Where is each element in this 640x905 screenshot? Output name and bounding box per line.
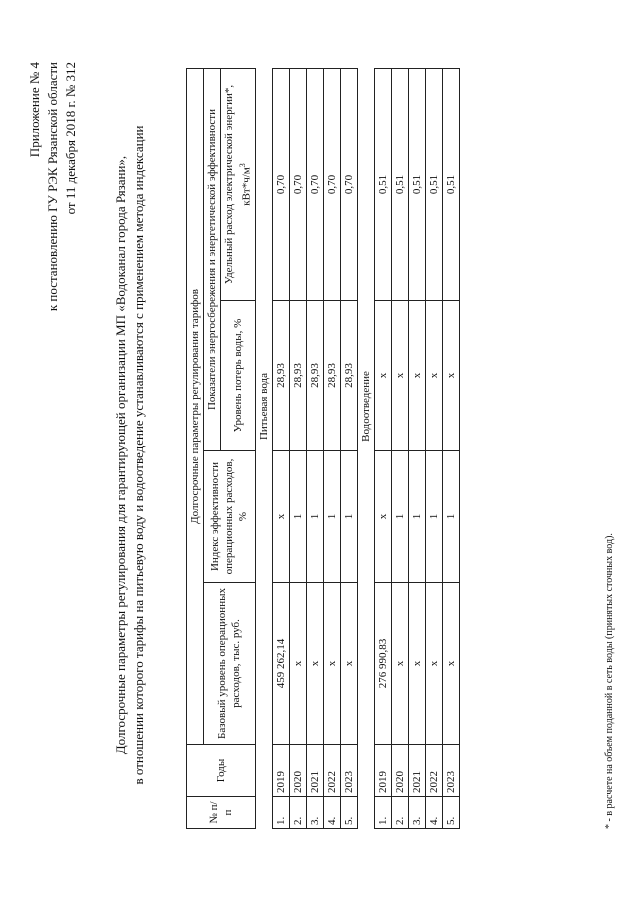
cell-number: 3. [408, 797, 425, 829]
cell-specific-consumption: 0,51 [425, 69, 442, 301]
footnote: * - в расчете на объем поданной в сеть воды (принятых сточных вод). [604, 533, 615, 829]
header-group: Долгосрочные параметры регулирования тарифов [187, 69, 204, 745]
cell-specific-consumption: 0,70 [306, 69, 323, 301]
table-row [340, 69, 357, 829]
cell-water-losses: 28,93 [306, 301, 323, 451]
table-row [408, 69, 425, 829]
header-year: Годы [187, 745, 256, 797]
heading-line-2: в отношении которого тарифы на питьевую воду и водоотведение устанавливаются с применением метода индексации [131, 125, 146, 785]
header-efficiency-index: Индекс эффективности операционных расходов, % [204, 451, 256, 583]
section-spacer [255, 745, 272, 829]
cell-base-level: x [340, 583, 357, 745]
cell-base-level: x [425, 583, 442, 745]
cell-water-losses: 28,93 [323, 301, 340, 451]
header-number: № п/п [187, 797, 256, 829]
section-spacer [357, 745, 374, 829]
appendix-resolution: к постановлению ГУ РЭК Рязанской области [45, 62, 60, 312]
cell-efficiency-index: 1 [340, 451, 357, 583]
cell-base-level: x [289, 583, 306, 745]
header-specific-consumption: Удельный расход электрической энергии*, $кВт*ч/м^3$ [221, 69, 256, 301]
cell-year: 2020 [391, 745, 408, 797]
cell-efficiency-index: 1 [289, 451, 306, 583]
cell-number: 5. [340, 797, 357, 829]
cell-efficiency-index: 1 [306, 451, 323, 583]
cell-water-losses: x [408, 301, 425, 451]
cell-base-level: x [408, 583, 425, 745]
cell-water-losses: 28,93 [289, 301, 306, 451]
cell-year: 2021 [306, 745, 323, 797]
cell-year: 2022 [425, 745, 442, 797]
table-row [374, 69, 391, 829]
cell-base-level: x [442, 583, 459, 745]
table-row [323, 69, 340, 829]
cell-water-losses: 28,93 [340, 301, 357, 451]
cell-specific-consumption: 0,70 [272, 69, 289, 301]
cell-water-losses: x [442, 301, 459, 451]
table-row [425, 69, 442, 829]
cell-specific-consumption: 0,70 [323, 69, 340, 301]
section-row [357, 69, 374, 829]
table-row [391, 69, 408, 829]
cell-year: 2021 [408, 745, 425, 797]
cell-year: 2023 [442, 745, 459, 797]
cell-base-level: 459 262,14 [272, 583, 289, 745]
section-title: Питьевая вода [255, 69, 272, 745]
cell-specific-consumption: 0,70 [289, 69, 306, 301]
parameters-table [186, 68, 460, 829]
cell-year: 2020 [289, 745, 306, 797]
section-title: Водоотведение [357, 69, 374, 745]
cell-base-level: 276 990,83 [374, 583, 391, 745]
cell-number: 1. [374, 797, 391, 829]
table-row [289, 69, 306, 829]
cell-specific-consumption: 0,51 [374, 69, 391, 301]
header-energy-group: Показатели энергосбережения и энергетической эффективности [204, 69, 221, 451]
cell-number: 2. [289, 797, 306, 829]
cell-base-level: x [391, 583, 408, 745]
cell-number: 3. [306, 797, 323, 829]
cell-year: 2019 [374, 745, 391, 797]
table-row [272, 69, 289, 829]
cell-specific-consumption: 0,51 [408, 69, 425, 301]
cell-efficiency-index: 1 [323, 451, 340, 583]
cell-water-losses: x [391, 301, 408, 451]
header-water-losses: Уровень потерь воды, % [221, 301, 256, 451]
heading-line-1: Долгосрочные параметры регулирования для гарантирующей организации МП «Водоканал города Рязани», [113, 155, 128, 755]
cell-number: 2. [391, 797, 408, 829]
appendix-title: Приложение № 4 [27, 62, 42, 158]
cell-base-level: x [323, 583, 340, 745]
appendix-block [26, 62, 80, 582]
cell-efficiency-index: x [272, 451, 289, 583]
header-base-level: Базовый уровень операционных расходов, тыс. руб. [204, 583, 256, 745]
cell-year: 2019 [272, 745, 289, 797]
table-row [442, 69, 459, 829]
cell-efficiency-index: 1 [425, 451, 442, 583]
section-row [255, 69, 272, 829]
cell-efficiency-index: 1 [408, 451, 425, 583]
cell-year: 2022 [323, 745, 340, 797]
cell-number: 5. [442, 797, 459, 829]
cell-water-losses: 28,93 [272, 301, 289, 451]
cell-efficiency-index: x [374, 451, 391, 583]
cell-year: 2023 [340, 745, 357, 797]
cell-efficiency-index: 1 [442, 451, 459, 583]
table-body [255, 69, 459, 829]
cell-base-level: x [306, 583, 323, 745]
appendix-date: от 11 декабря 2018 г. № 312 [63, 62, 78, 215]
cell-water-losses: x [374, 301, 391, 451]
cell-number: 1. [272, 797, 289, 829]
cell-specific-consumption: 0,51 [442, 69, 459, 301]
table-row [306, 69, 323, 829]
cell-number: 4. [323, 797, 340, 829]
cell-specific-consumption: 0,70 [340, 69, 357, 301]
cell-water-losses: x [425, 301, 442, 451]
cell-efficiency-index: 1 [391, 451, 408, 583]
document-heading [112, 45, 148, 865]
cell-specific-consumption: 0,51 [391, 69, 408, 301]
cell-number: 4. [425, 797, 442, 829]
